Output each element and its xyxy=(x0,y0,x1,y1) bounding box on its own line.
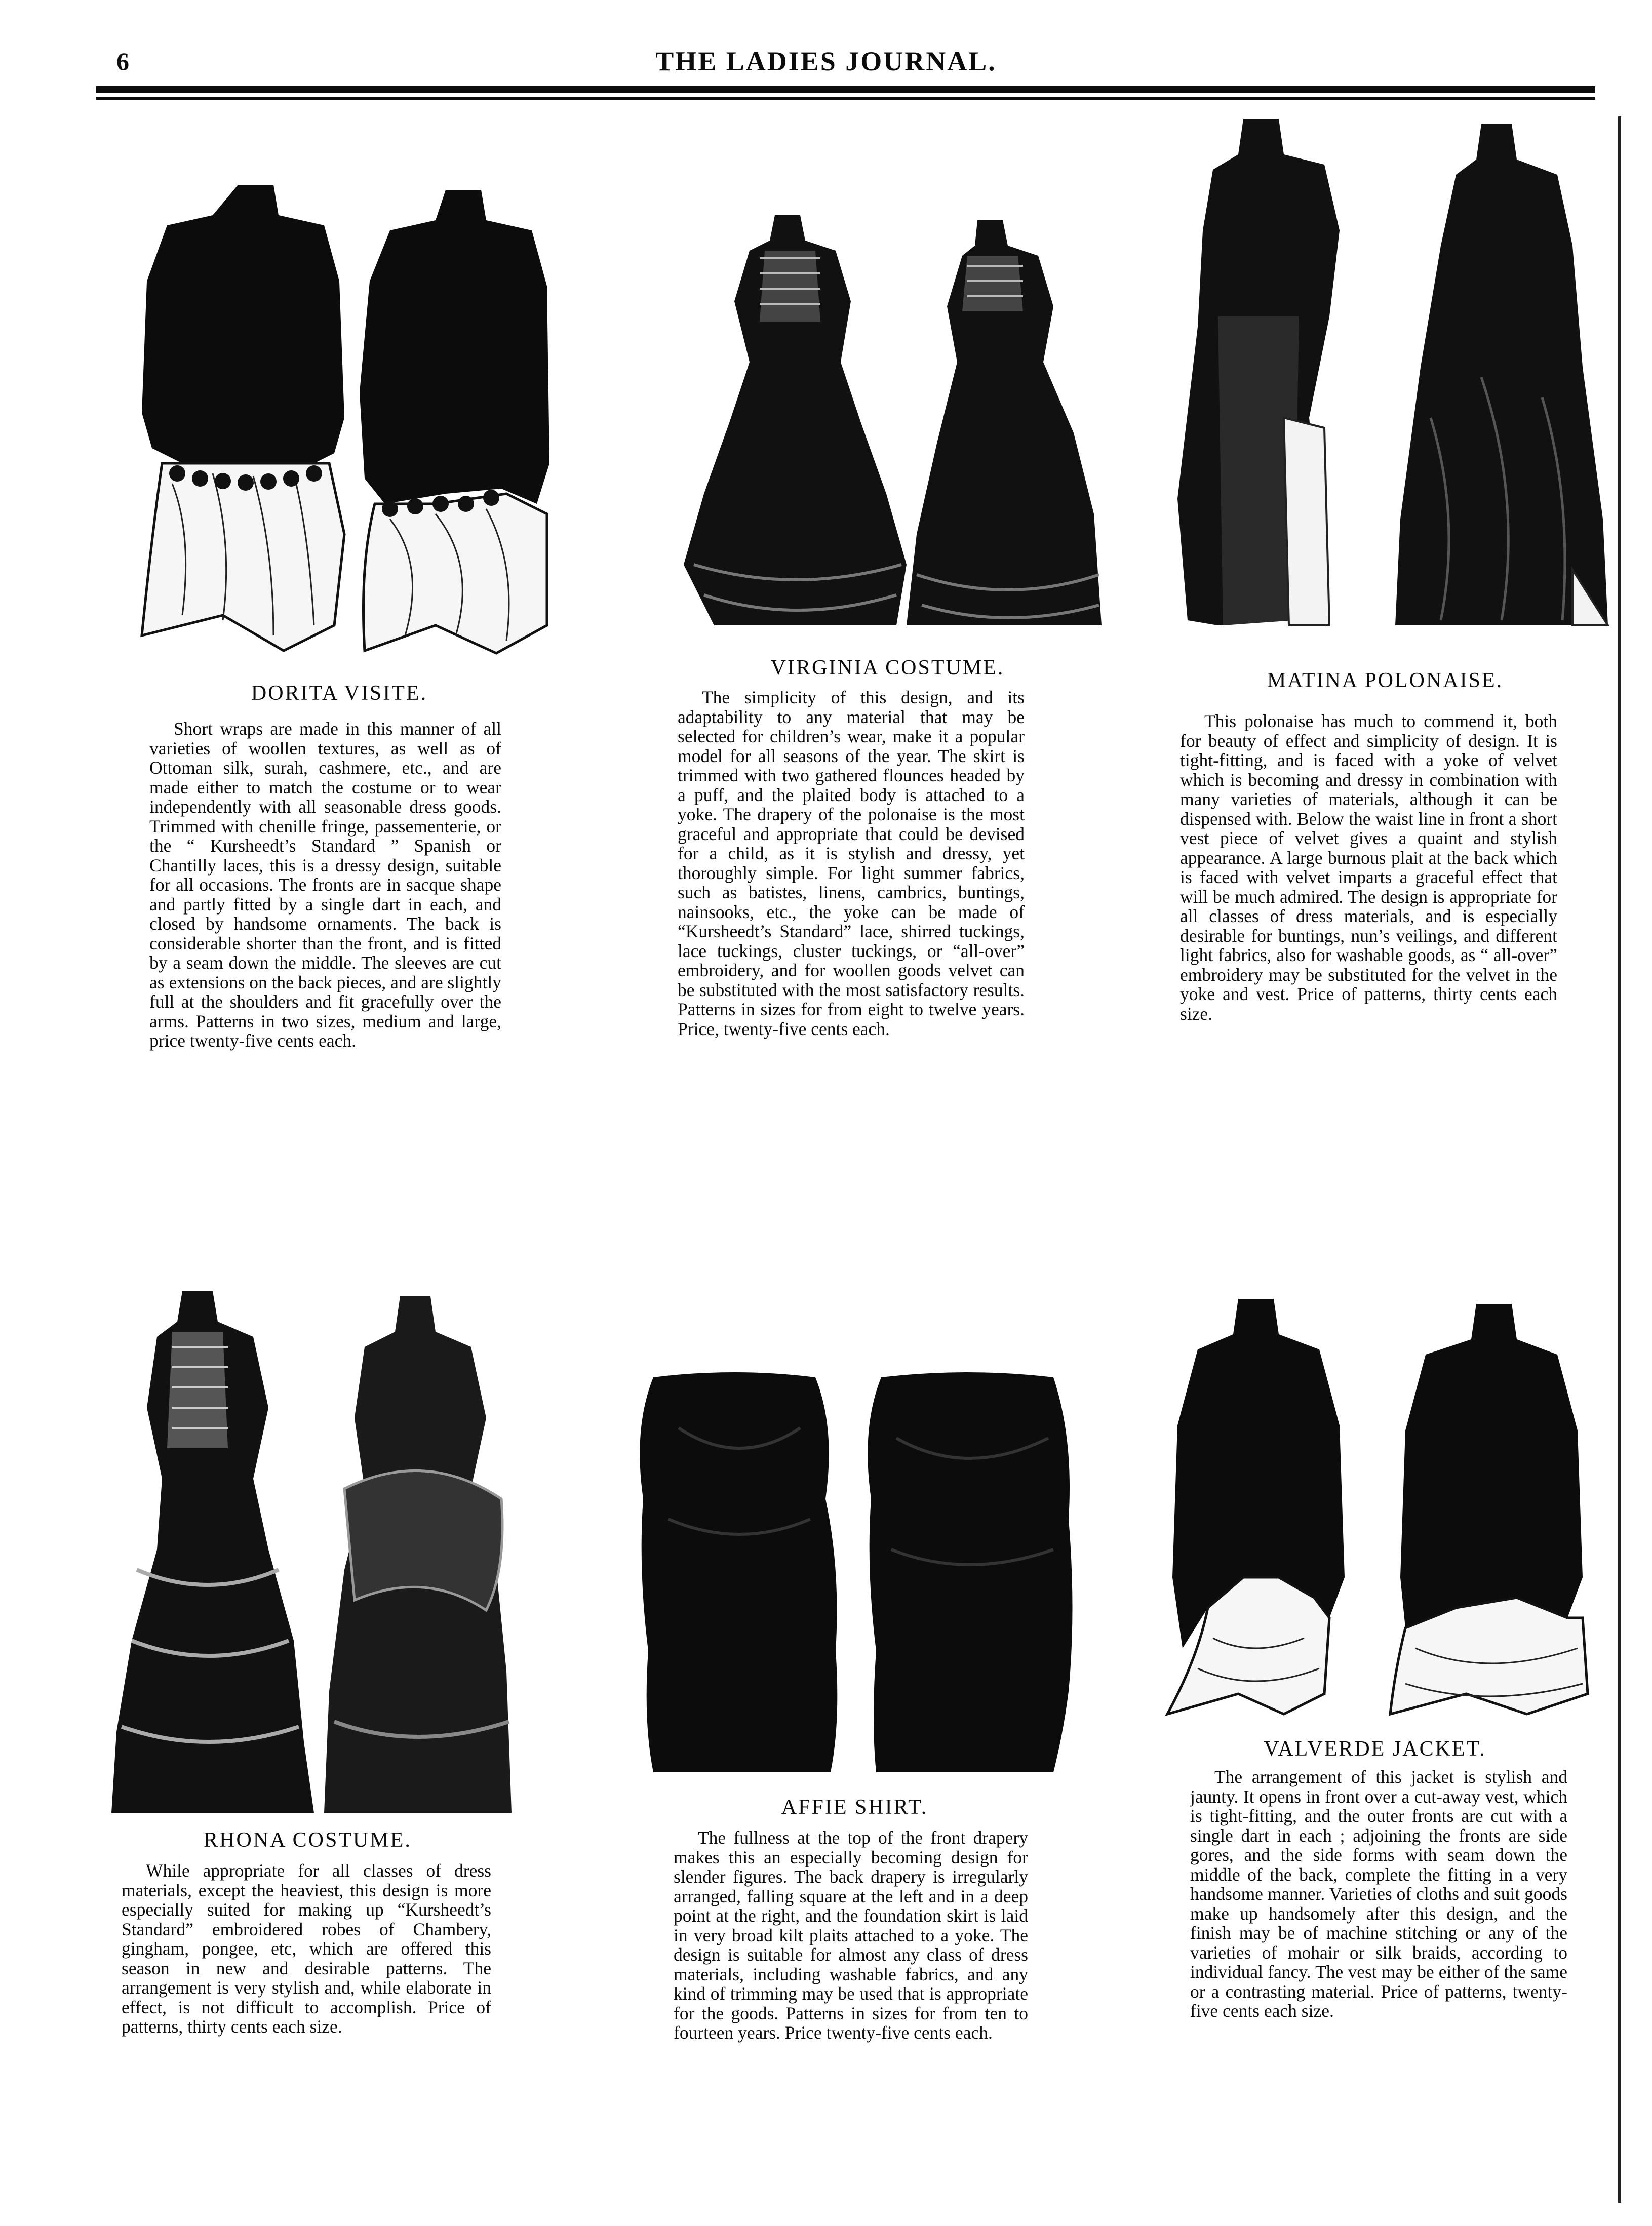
virginia-costume-illustration xyxy=(674,210,1102,635)
dorita-visite-text: Short wraps are made in this manner of all varieties of woollen textures, as well as of Ottoman silk, surah, cashmere, etc., and are made either to match the costume or to wear independently with all seasonable dress goods. Trimmed with chenille fringe, passementerie, or the “ Kursheedt’s Standard ” Spanish or Chantilly laces, this is a dressy design, suitable for all occasions. The fronts are in sacque shape and partly fitted by a single dart in each, and closed by handsome ornaments. The back is considerable shorter than the front, and is fitted by a seam down the middle. The sleeves are cut as extensions on the back pieces, and are slightly full at the shoulders and fit gracefully over the arms. Patterns in two sizes, medium and large, price twenty-five cents each. xyxy=(149,719,502,1051)
affie-shirt-illustration xyxy=(633,1367,1076,1777)
affie-shirt-text: The fullness at the top of the front drapery makes this an especially becoming design for slender figures. The back drapery is irregularly arranged, falling square at the left and in a deep point at the right, and the foundation skirt is laid in very broad kilt plaits attached to a yoke. The design is suitable for almost any class of dress materials, including washable fabrics, and any kind of trimming may be used that is appropriate for the goods. Patterns in sizes for from ten to fourteen years. Price twenty-five cents each. xyxy=(674,1827,1028,2043)
affie-shirt-caption: AFFIE SHIRT. xyxy=(781,1796,928,1819)
matina-polonaise-text: This polonaise has much to commend it, both for beauty of effect and simplicity of design. It is tight-fitting, and is faced with a yoke of velvet which is becoming and dressy in combination with many varieties of materials, although it can be dispensed with. Below the waist line in front a short vest piece of velvet gives a quaint and stylish appearance. A large burnous plait at the back which is faced with velvet imparts a graceful effect that will be much admired. The design is appropriate for all classes of dress materials, and is especially desirable for buntings, nun’s veilings, and different light fabrics, also for washable goods, as “ all-over” embroidery may be substituted for the velvet in the yoke and vest. Price of patterns, thirty cents each size. xyxy=(1180,711,1557,1024)
dorita-visite-illustration xyxy=(122,180,557,658)
matina-polonaise-illustration xyxy=(1157,114,1613,635)
page-edge-rule xyxy=(1618,116,1621,2203)
virginia-costume-caption: VIRGINIA COSTUME. xyxy=(770,656,1005,680)
valverde-jacket-caption: VALVERDE JACKET. xyxy=(1264,1737,1486,1761)
valverde-jacket-text: The arrangement of this jacket is stylish and jaunty. It opens in front over a cut-away vest, which is tight-fitting, and the outer fronts are cut with a single dart in each ; adjoining the fronts are side gores, and the side forms with seam down the middle of the back, complete the fitting in a very handsome manner. Varieties of cloths and suit goods make up handsomely after this design, and the finish may be of machine stitching or any of the varieties of mohair or silk braids, according to individual fancy. The vest may be either of the same or a contrasting material. Price of patterns, twenty-five cents each size. xyxy=(1190,1767,1567,2021)
rhona-costume-illustration xyxy=(101,1286,514,1818)
virginia-costume-text: The simplicity of this design, and its adaptability to any material that may be selected for children’s wear, make it a popular model for all seasons of the year. The skirt is trimmed with two gathered flounces headed by a puff, and the plaited body is attached to a yoke. The drapery of the polonaise is the most graceful and appropriate that could be devised for a child, as it is stylish and dressy, yet thoroughly simple. For light summer fabrics, such as batistes, linens, cambrics, buntings, nainsooks, etc., the yoke can be made of “Kursheedt’s Standard” lace, shirred tuckings, lace tuckings, cluster tuckings, or “all-over” embroidery, and for woollen goods velvet can be substituted with the most satisfactory results. Patterns in sizes for from eight to twelve years. Price, twenty-five cents each. xyxy=(678,687,1025,1039)
rhona-costume-text: While appropriate for all classes of dress materials, except the heaviest, this design is more especially suited for making up “Kursheedt’s Standard” embroidered robes of Chambery, gingham, pongee, etc, which are offered this season in new and desirable patterns. The arrangement is very stylish and, while elaborate in effect, is not difficult to accomplish. Price of patterns, thirty cents each size. xyxy=(122,1860,491,2037)
header-rule-thin xyxy=(96,97,1595,100)
header-rule-thick xyxy=(96,86,1595,93)
dorita-visite-caption: DORITA VISITE. xyxy=(251,682,428,705)
page-header xyxy=(0,0,1652,116)
page-number: 6 xyxy=(116,47,129,75)
valverde-jacket-illustration xyxy=(1152,1294,1598,1717)
journal-title: THE LADIES JOURNAL. xyxy=(655,46,997,76)
rhona-costume-caption: RHONA COSTUME. xyxy=(204,1828,412,1852)
matina-polonaise-caption: MATINA POLONAISE. xyxy=(1267,669,1504,692)
